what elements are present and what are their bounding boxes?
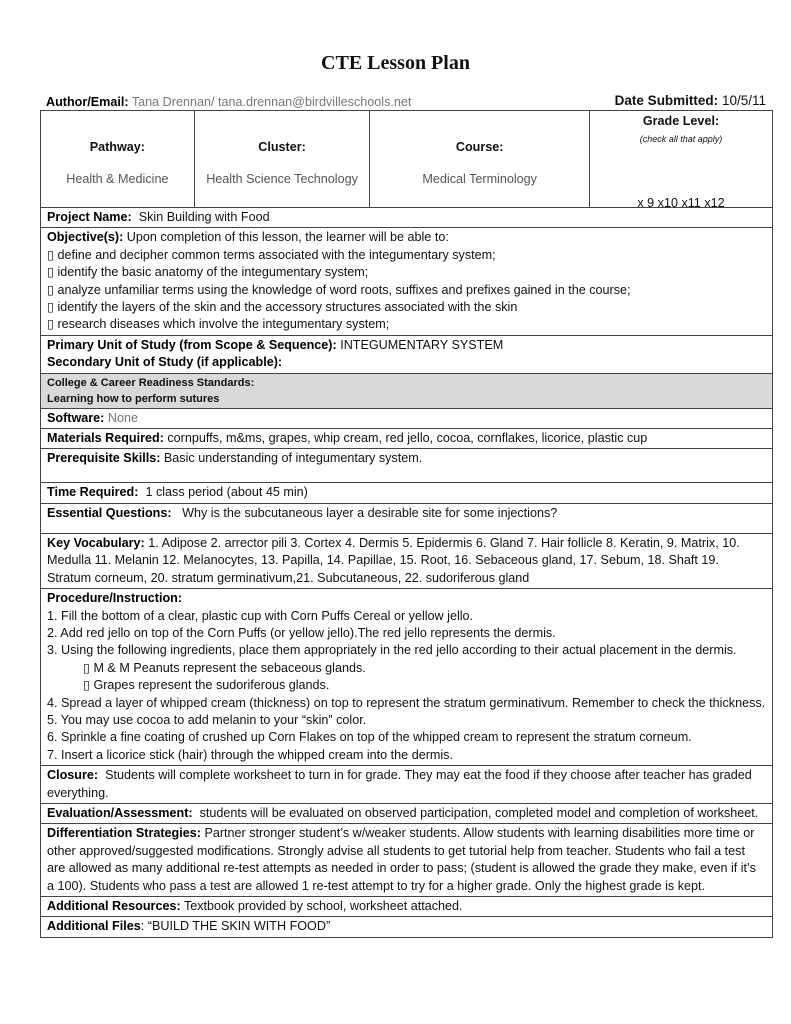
procedure-step: 2. Add red jello on top of the Corn Puffs (or yellow jello).The red jello represents the dermis. xyxy=(47,625,556,640)
grade-note: (check all that apply) xyxy=(639,134,723,144)
differentiation-row xyxy=(41,824,773,897)
author-label: Author/Email: xyxy=(46,95,129,109)
time-value: 1 class period (about 45 min) xyxy=(145,485,308,500)
procedure-step: 5. You may use cocoa to add melanin to your “skin” color. xyxy=(47,712,367,727)
cluster-label: Cluster: xyxy=(258,140,306,154)
vocab-label: Key Vocabulary: xyxy=(47,535,145,550)
objective-item: ▯ research diseases which involve the integumentary system; xyxy=(47,317,390,332)
procedure-step: 7. Insert a licorice stick (hair) through the whipped cream into the dermis. xyxy=(47,747,453,762)
resources-row xyxy=(41,897,773,917)
objective-item: ▯ analyze unfamiliar terms using the knowledge of word roots, suffixes and prefixes gained in the course; xyxy=(47,282,631,297)
eq-label: Essential Questions: xyxy=(47,505,172,520)
ccr-row xyxy=(41,373,773,408)
eval-value: students will be evaluated on observed participation, completed model and completion of worksheet. xyxy=(199,805,759,820)
author-value: Tana Drennan/ tana.drennan@birdvilleschools.net xyxy=(131,95,412,109)
files-label: Additional Files xyxy=(47,919,141,934)
procedure-step: 6. Sprinkle a fine coating of crushed up Corn Flakes on top of the whipped cream to represent the stratum corneum. xyxy=(47,730,692,745)
materials-value: cornpuffs, m&ms, grapes, whip cream, red jello, cocoa, cornflakes, licorice, plastic cup xyxy=(167,431,648,446)
procedure-row xyxy=(41,589,773,766)
objective-value: Upon completion of this lesson, the learner will be able to: xyxy=(126,230,449,245)
materials-row xyxy=(41,429,773,449)
software-label: Software: xyxy=(47,410,105,425)
files-value: : “BUILD THE SKIN WITH FOOD” xyxy=(140,919,331,934)
page-title: CTE Lesson Plan xyxy=(321,52,470,74)
software-value: None xyxy=(107,410,138,425)
project-label: Project Name: xyxy=(47,210,132,224)
procedure-step: 3. Using the following ingredients, place them appropriately in the red jello according to their actual placement in the dermis. xyxy=(47,643,737,658)
prereq-value: Basic understanding of integumentary system. xyxy=(163,451,423,466)
grade-value: x 9 x10 x11 x12 xyxy=(637,196,725,210)
author-line xyxy=(46,95,766,109)
vocab-row xyxy=(41,533,773,588)
date-value: 10/5/11 xyxy=(721,93,766,108)
time-row xyxy=(41,483,773,503)
objective-row xyxy=(41,228,773,335)
objective-label: Objective(s): xyxy=(47,230,124,245)
lesson-table xyxy=(40,110,773,938)
eq-value: Why is the subcutaneous layer a desirable site for some injections? xyxy=(182,505,558,520)
evaluation-row xyxy=(41,803,773,823)
unit-row xyxy=(41,335,773,373)
procedure-step: 1. Fill the bottom of a clear, plastic cup with Corn Puffs Cereal or yellow jello. xyxy=(47,608,474,623)
procedure-step: 4. Spread a layer of whipped cream (thickness) on top to represent the stratum germinativum. Remember to check the thickness. xyxy=(47,695,766,710)
files-row xyxy=(41,917,773,937)
secondary-label: Secondary Unit of Study (if applicable): xyxy=(47,355,283,370)
ccr-value: Learning how to perform sutures xyxy=(47,392,220,405)
course-label: Course: xyxy=(455,140,504,154)
diff-value: Partner stronger student’s w/weaker students. Allow students with learning disabilities more time or other approved/suggested modifications. Strongly advise all students to get tutorial help from teacher. Students who fail a test are allowed as many additional re-test attempts as needed in order to pass; (student is allowed the grade they make, even if it’s a 100). Students who pass a test are allowed 1 re-test attempt to try for a higher grade. Only the highest grade is kept. xyxy=(47,826,756,893)
course-value: Medical Terminology xyxy=(422,172,537,186)
primary-value: INTEGUMENTARY SYSTEM xyxy=(340,337,504,352)
ccr-label: College & Career Readiness Standards: xyxy=(47,376,255,389)
pathway-label: Pathway: xyxy=(89,140,145,154)
closure-value: Students will complete worksheet to turn in for grade. They may eat the food if they choose after teacher has graded everything. xyxy=(47,768,752,800)
resources-value: Textbook provided by school, worksheet attached. xyxy=(183,899,463,913)
resources-label: Additional Resources: xyxy=(47,899,181,913)
header-row xyxy=(41,111,773,208)
project-value: Skin Building with Food xyxy=(138,210,270,224)
cluster-value: Health Science Technology xyxy=(206,172,358,186)
pathway-value: Health & Medicine xyxy=(66,172,169,186)
time-label: Time Required: xyxy=(47,485,139,500)
date-submitted xyxy=(615,93,766,108)
procedure-label: Procedure/Instruction: xyxy=(47,591,183,606)
primary-label: Primary Unit of Study (from Scope & Sequence): xyxy=(47,337,337,352)
objective-item: ▯ identify the layers of the skin and the accessory structures associated with the skin xyxy=(47,300,518,315)
closure-row xyxy=(41,766,773,804)
prereq-label: Prerequisite Skills: xyxy=(47,451,161,466)
software-row xyxy=(41,408,773,428)
grade-label: Grade Level: xyxy=(642,114,720,128)
essential-row xyxy=(41,503,773,533)
materials-label: Materials Required: xyxy=(47,431,164,446)
objective-item: ▯ identify the basic anatomy of the integumentary system; xyxy=(47,265,369,280)
eval-label: Evaluation/Assessment: xyxy=(47,805,193,820)
procedure-bullet: ▯ Grapes represent the sudoriferous glands. xyxy=(83,678,330,693)
date-label: Date Submitted: xyxy=(614,93,719,108)
procedure-bullet: ▯ M & M Peanuts represent the sebaceous glands. xyxy=(83,660,366,675)
prereq-row xyxy=(41,449,773,483)
vocab-value: 1. Adipose 2. arrector pili 3. Cortex 4. Dermis 5. Epidermis 6. Gland 7. Hair follicle 8. Keratin, 9. Matrix, 10. Medulla 11. Melanin 12. Melanocytes, 13. Papilla, 14. Papillae, 15. Root, 16. Sebaceous gland, 17. Sebum, 18. Shaft 19. Stratum corneum, 20. stratum germinativum,21. Subcutaneous, 22. sudoriferous gland xyxy=(47,535,740,585)
closure-label: Closure: xyxy=(47,768,99,783)
diff-label: Differentiation Strategies: xyxy=(47,826,201,841)
objective-item: ▯ define and decipher common terms associated with the integumentary system; xyxy=(47,247,496,262)
